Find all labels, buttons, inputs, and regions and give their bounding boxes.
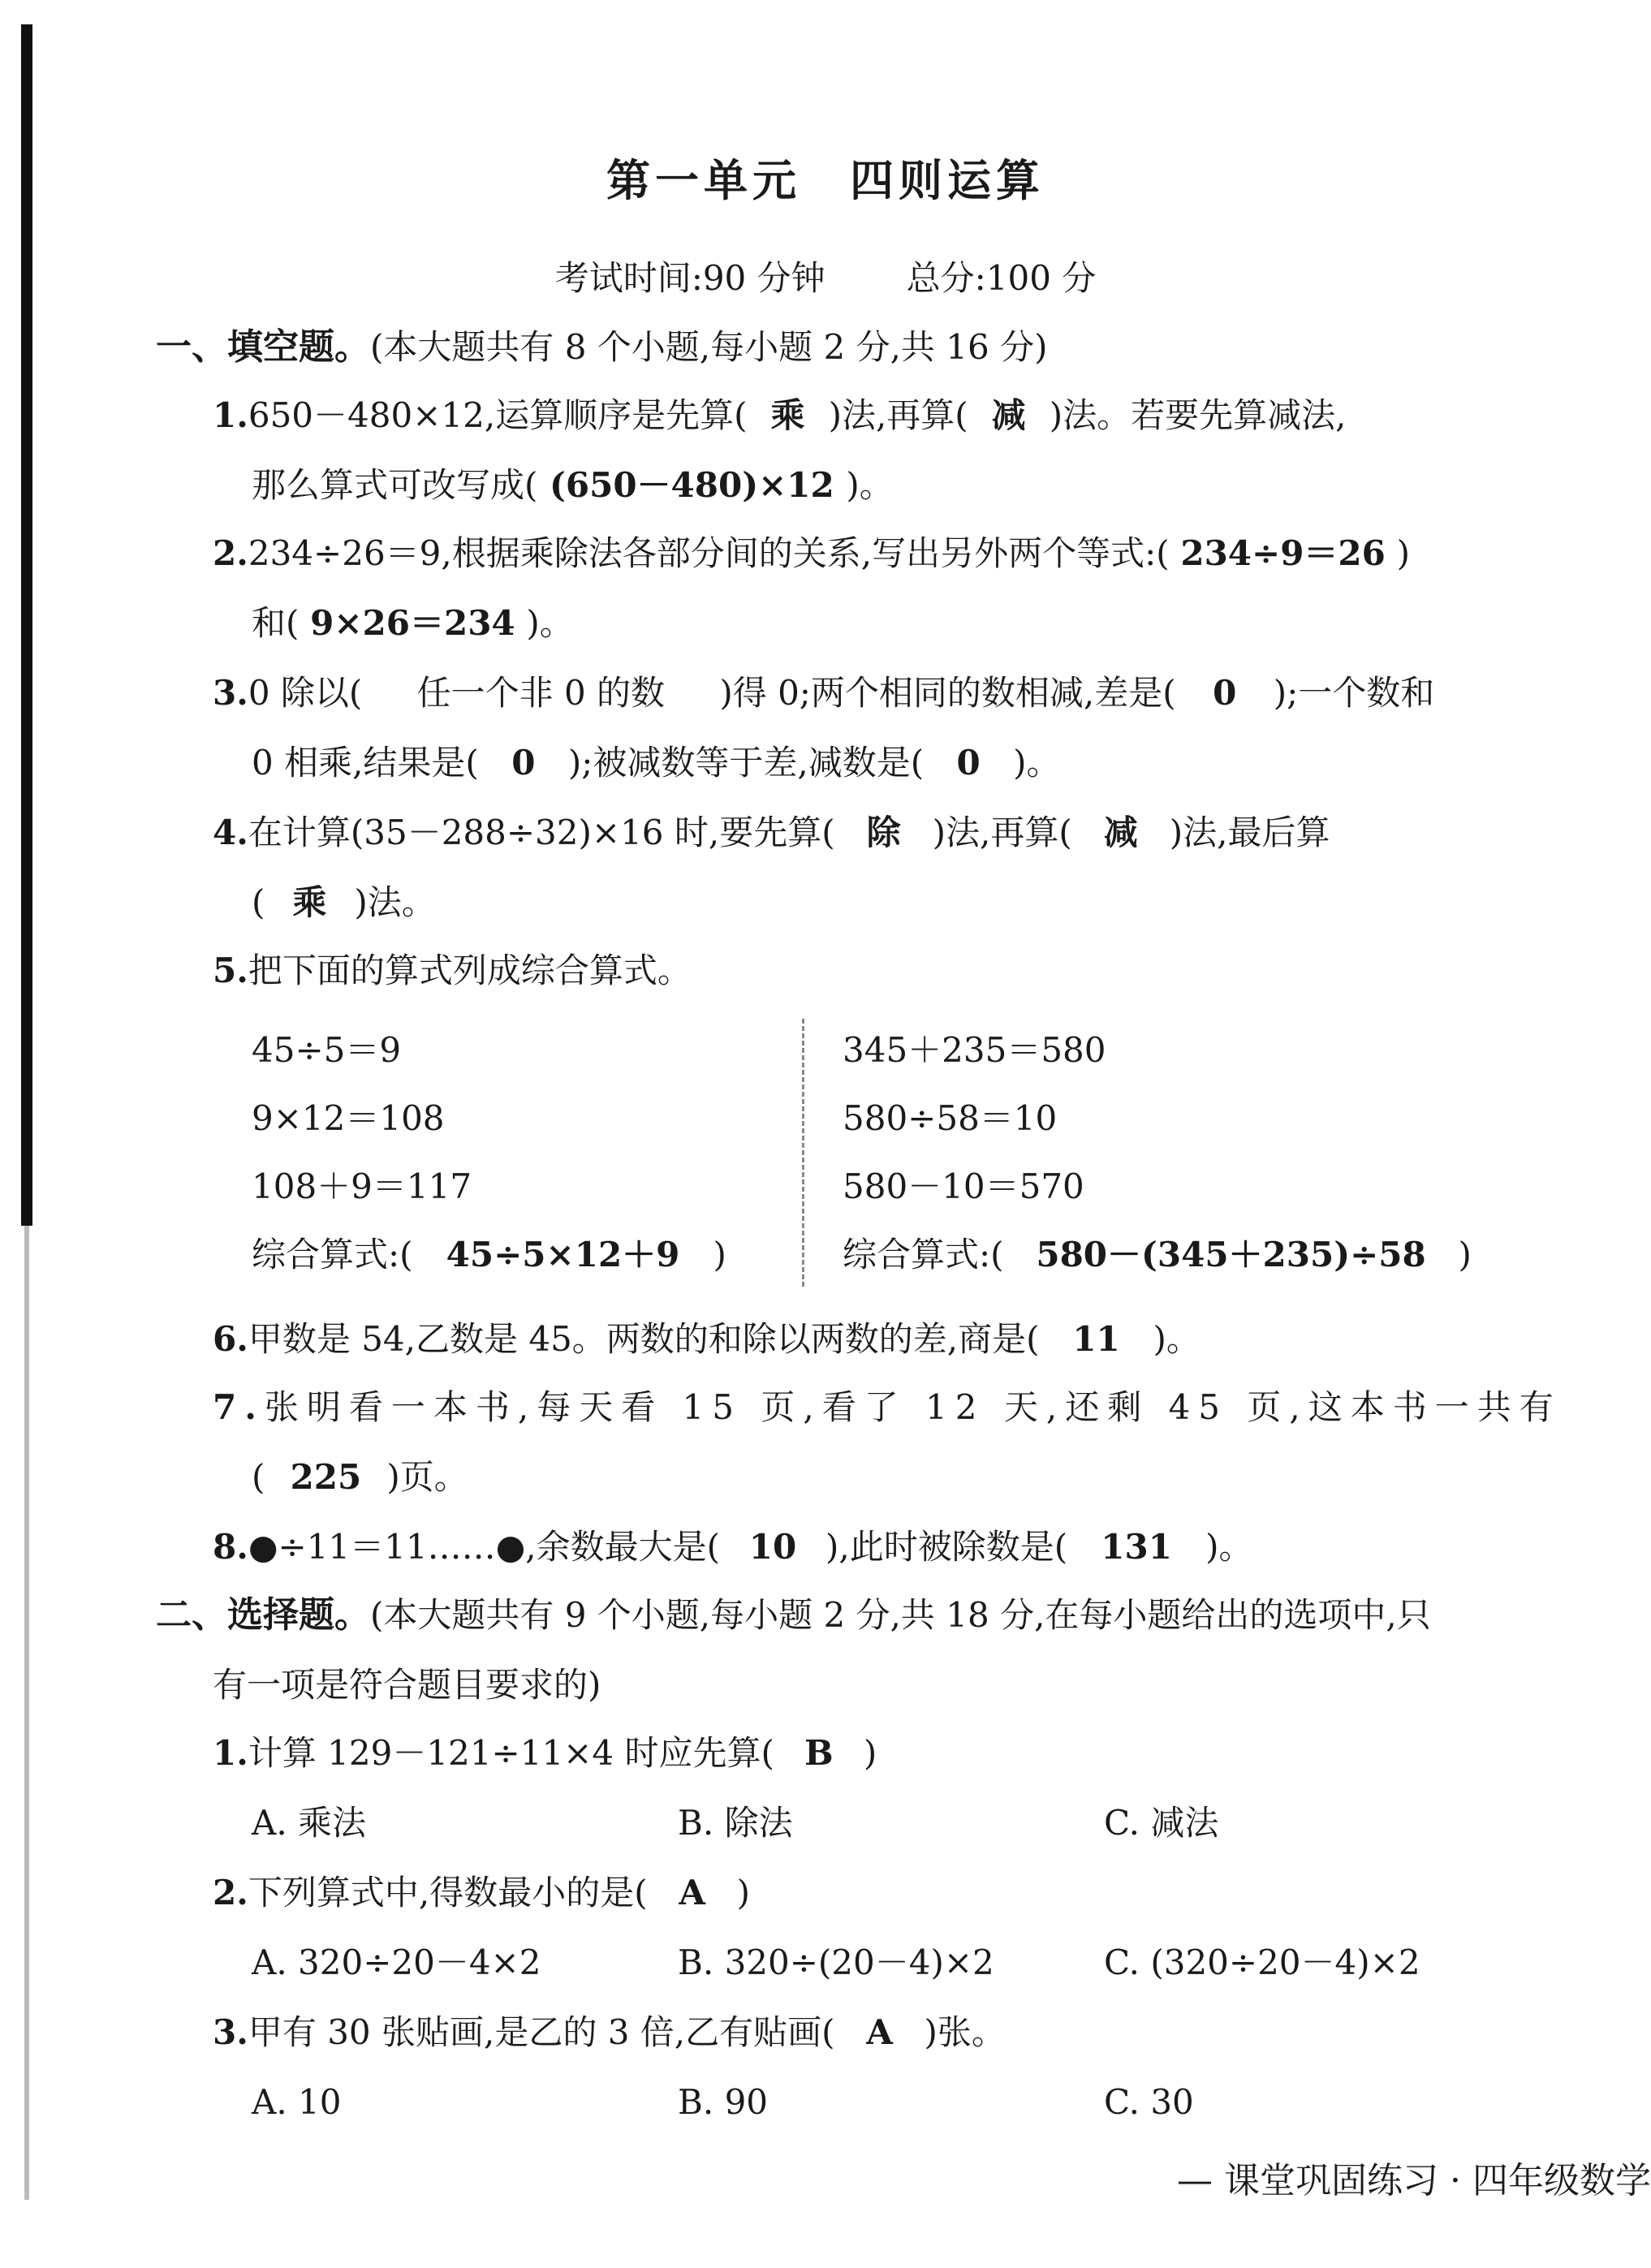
black-dot-icon: ● <box>248 1527 278 1567</box>
q1-line1: 1.650－480×12,运算顺序是先算( 乘 )法,再算( 减 )法。若要先算减法, <box>213 395 1347 435</box>
q7-line1: 7.张明看一本书,每天看 15 页,看了 12 天,还剩 45 页,这本书一共有 <box>213 1387 1562 1427</box>
q6: 6.甲数是 54,乙数是 45。两数的和除以两数的差,商是( 11 )。 <box>213 1319 1201 1359</box>
s2-q3-option-a: A. 10 <box>252 2082 342 2122</box>
page-edge-shadow <box>24 1226 29 2200</box>
q5-left-eq1: 45÷5＝9 <box>252 1030 402 1070</box>
s2-q1-option-b: B. 除法 <box>678 1803 793 1843</box>
s2-q3-option-c: C. 30 <box>1104 2082 1194 2122</box>
s2-q2-option-c: C. (320÷20－4)×2 <box>1104 1942 1420 1982</box>
q4-line1: 4.在计算(35－288÷32)×16 时,要先算( 除 )法,再算( 减 )法,最后算 <box>213 813 1330 852</box>
section2-heading: 二、选择题。(本大题共有 9 个小题,每小题 2 分,共 18 分,在每小题给出的选项中,只 <box>156 1594 1431 1636</box>
q5-prompt: 5.把下面的算式列成综合算式。 <box>213 951 692 990</box>
page-title: 第一单元 四则运算 <box>606 154 1045 206</box>
q1-line2: 那么算式可改写成( (650－480)×12 )。 <box>252 465 894 505</box>
section1-heading: 一、填空题。(本大题共有 8 个小题,每小题 2 分,共 16 分) <box>156 326 1048 368</box>
s2-q1: 1.计算 129－121÷11×4 时应先算( B ) <box>213 1733 877 1773</box>
q3-line1: 3.0 除以( 任一个非 0 的数 )得 0;两个相同的数相减,差是( 0 );一个数和 <box>213 673 1435 713</box>
s2-q1-option-a: A. 乘法 <box>252 1803 367 1843</box>
q5-right-eq1: 345＋235＝580 <box>843 1030 1106 1070</box>
black-dot-icon: ● <box>495 1527 526 1567</box>
s2-q1-option-c: C. 减法 <box>1104 1803 1219 1843</box>
q2-line2: 和( 9×26＝234 )。 <box>252 603 574 643</box>
q3-line2: 0 相乘,结果是( 0 );被减数等于差,减数是( 0 )。 <box>252 743 1061 783</box>
q5-right-combo: 综合算式:( 580－(345＋235)÷58 ) <box>843 1235 1472 1274</box>
q5-divider <box>802 1019 804 1287</box>
q5-right-eq2: 580÷58＝10 <box>843 1098 1058 1138</box>
exam-info: 考试时间:90 分钟 总分:100 分 <box>554 258 1097 298</box>
q5-left-eq3: 108＋9＝117 <box>252 1166 472 1206</box>
q5-left-combo: 综合算式:( 45÷5×12＋9 ) <box>252 1235 726 1274</box>
q7-line2: ( 225 )页。 <box>252 1457 468 1497</box>
q5-left-eq2: 9×12＝108 <box>252 1098 445 1138</box>
s2-q2-option-b: B. 320÷(20－4)×2 <box>678 1942 994 1982</box>
s2-q3-option-b: B. 90 <box>678 2082 769 2122</box>
s2-q2-option-a: A. 320÷20－4×2 <box>252 1942 541 1982</box>
page-footer: — 课堂巩固练习 · 四年级数学 <box>1177 2160 1651 2201</box>
s2-q3: 3.甲有 30 张贴画,是乙的 3 倍,乙有贴画( A )张。 <box>213 2012 1006 2052</box>
s2-q2: 2.下列算式中,得数最小的是( A ) <box>213 1873 750 1912</box>
q2-line1: 2.234÷26＝9,根据乘除法各部分间的关系,写出另外两个等式:( 234÷9＝26 ) <box>213 533 1411 573</box>
q4-line2: ( 乘 )法。 <box>252 882 436 922</box>
q8: 8.●÷11＝11……●,余数最大是( 10 ),此时被除数是( 131 )。 <box>213 1527 1253 1567</box>
q5-right-eq3: 580－10＝570 <box>843 1166 1084 1206</box>
section2-note2: 有一项是符合题目要求的) <box>213 1665 601 1705</box>
